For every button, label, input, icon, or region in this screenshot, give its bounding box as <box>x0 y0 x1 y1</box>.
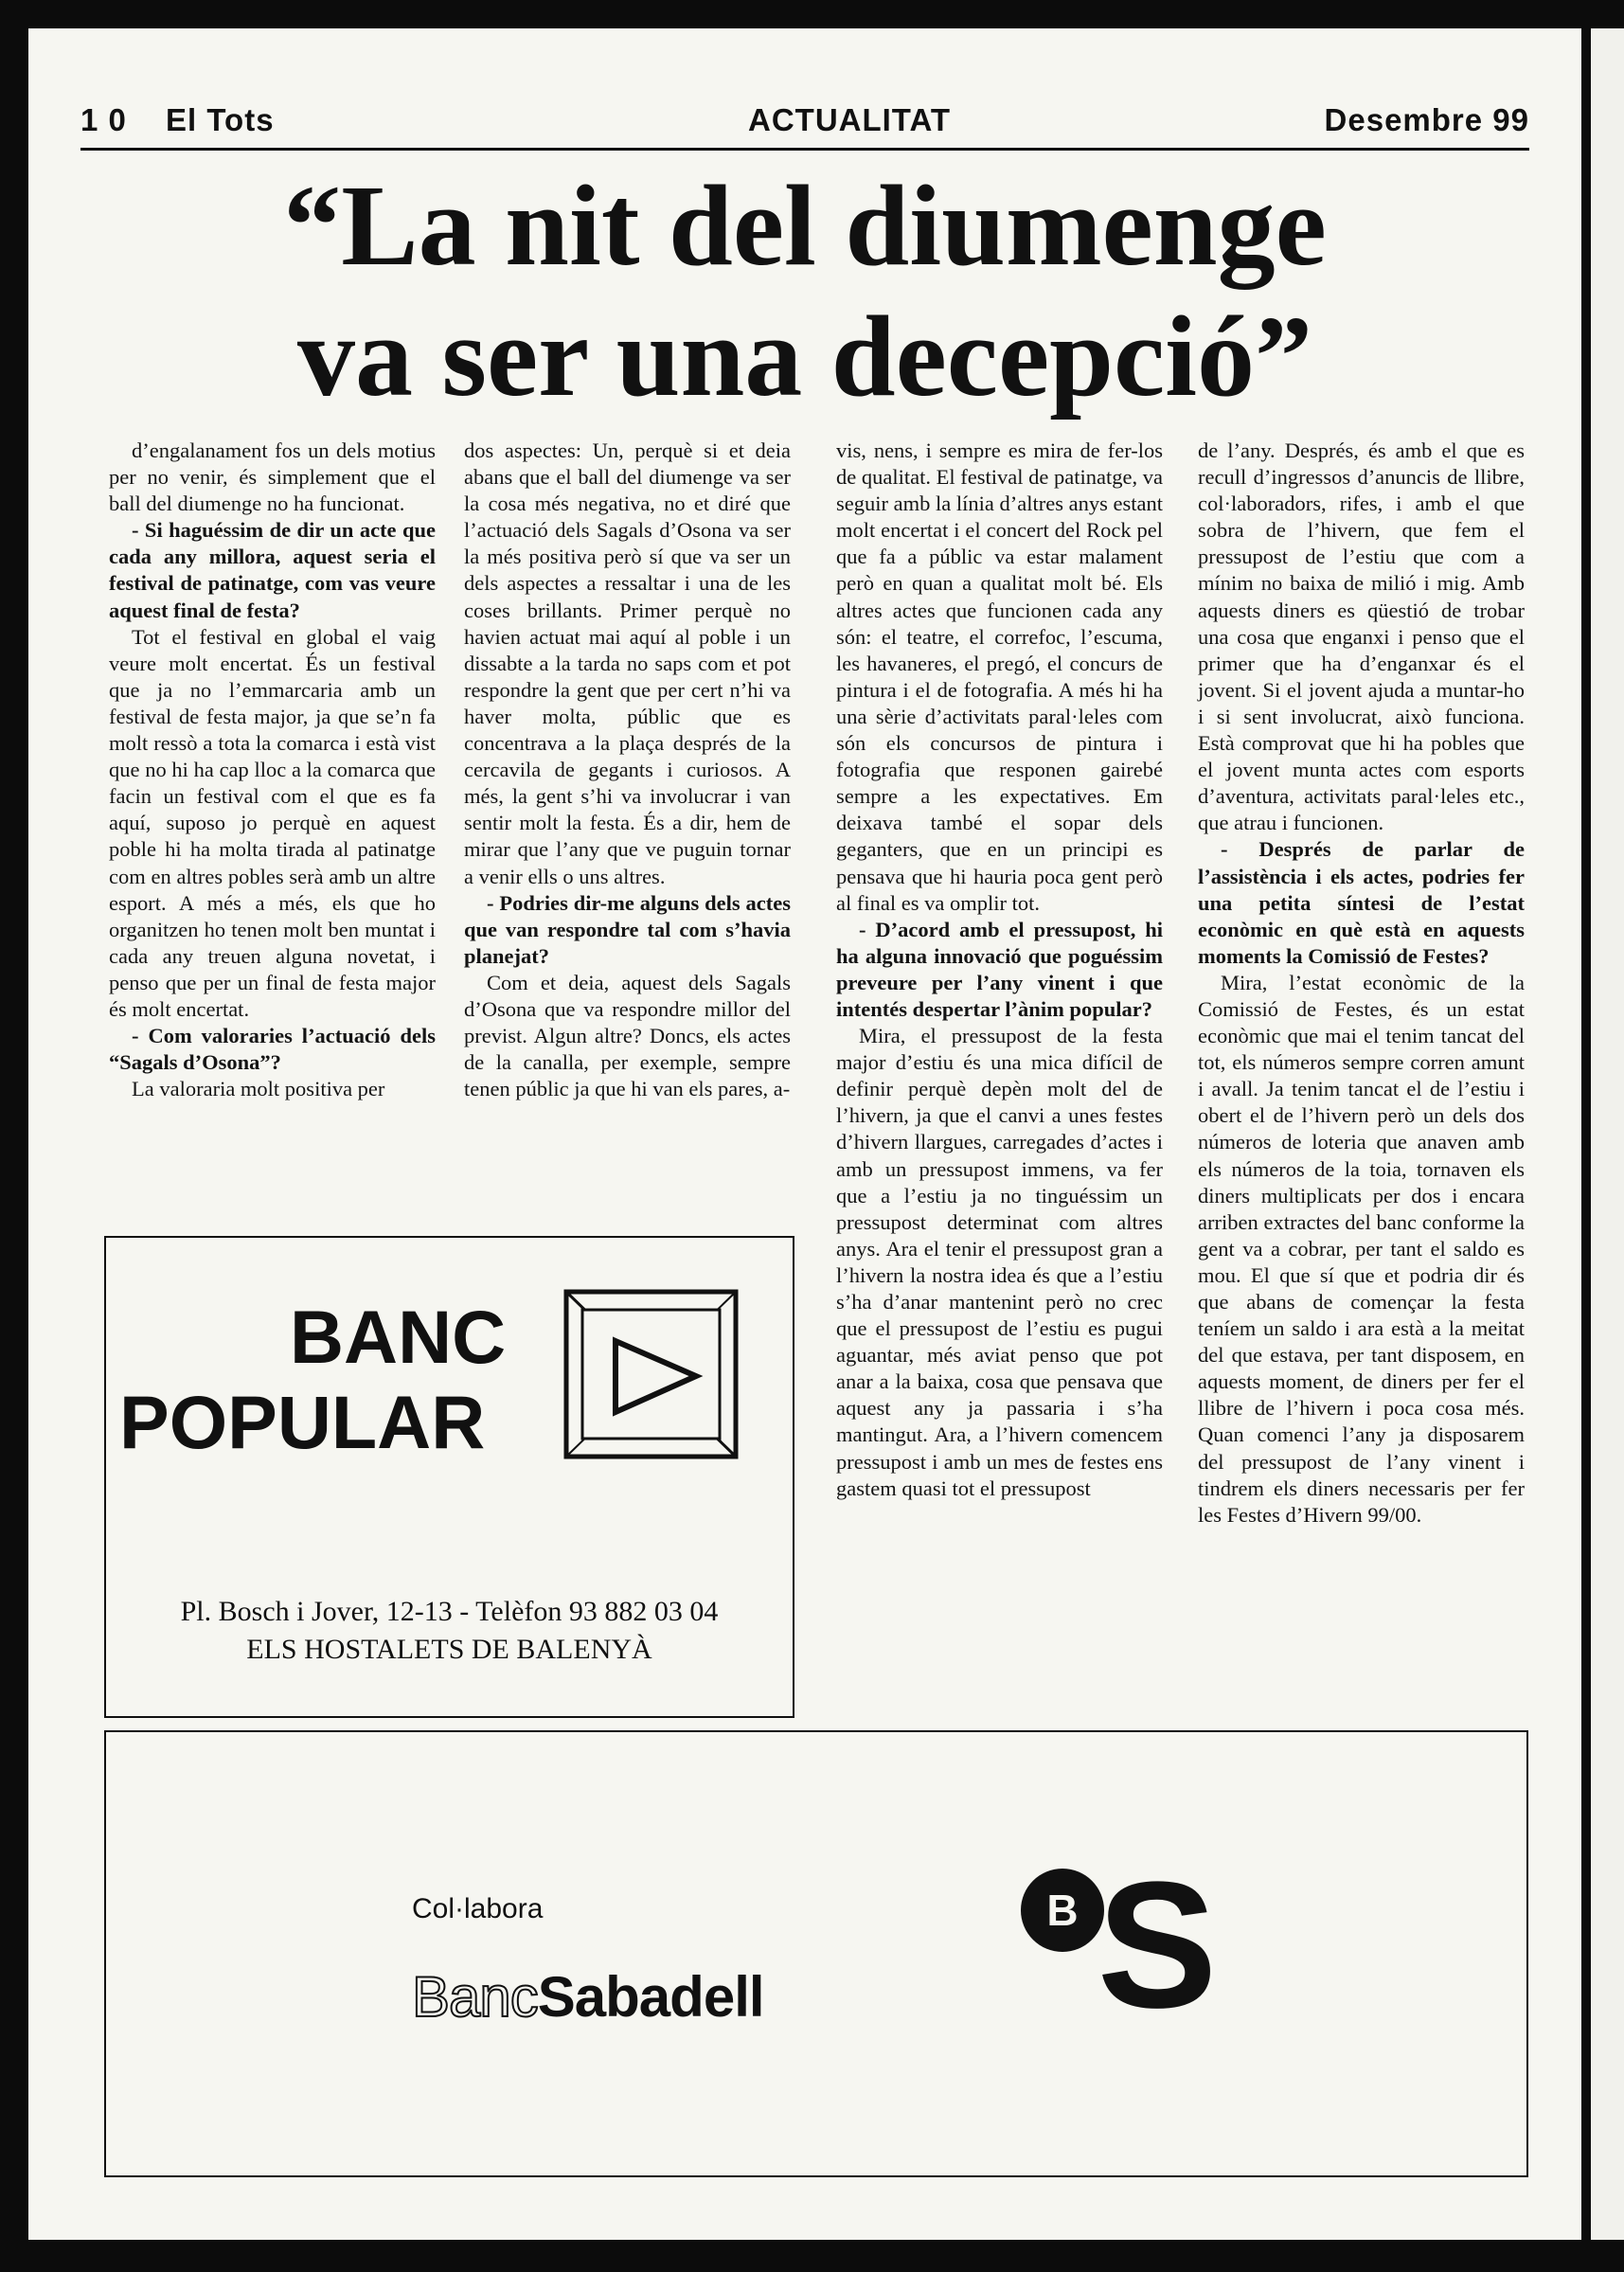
article-paragraph: Mira, l’estat econòmic de la Comissió de Festes, és un estat econòmic que mai el tenim tancat del tot, els números sempre corren amunt i avall. Ja tenim tancat el de l’estiu i obert el de l’hivern però un dels dos números de loteria que anaven amb els números de la toia, tornaven els diners multiplicats per dos i encara arriben extractes del banc conforme la gent va a cobrar, per tant el saldo es mou. El que sí que et podria dir és que abans de començar la festa teníem un saldo i ara està a la meitat del que estava, per tant disposem, en aquests moment, de diners per fer el llibre de l’hivern i poca cosa més. Quan comenci l’any ja disposarem del pressupost de l’any vinent i tindrem els diners necessaris per fer les Festes d’Hivern 99/00. <box>1198 970 1525 1527</box>
banc-sabadell-name-part1: Banc <box>412 1965 538 2029</box>
banc-popular-ad <box>104 1236 794 1718</box>
logo-letter-s: S <box>1097 1865 1218 2016</box>
banc-sabadell-name-part2: Sabadell <box>537 1965 764 2029</box>
next-page-edge <box>1591 28 1624 2240</box>
interview-question: - Com valoraries l’actuació dels “Sagals d’Osona”? <box>109 1024 436 1075</box>
banc-popular-line-2: POPULAR <box>119 1380 486 1464</box>
article-column-1 <box>109 438 436 1102</box>
banc-popular-line-1: BANC <box>290 1295 507 1379</box>
page-header <box>80 102 1529 151</box>
headline-line-1: “La nit del diumenge <box>283 162 1327 290</box>
article-paragraph: La valoraria molt positiva per <box>132 1077 385 1101</box>
interview-question: - Podries dir-me alguns dels actes que van respondre tal com s’havia planejat? <box>464 890 791 968</box>
banc-sabadell-wordmark <box>412 1964 764 2030</box>
banc-popular-address: Pl. Bosch i Jover, 12-13 - Telèfon 93 882 03 04 <box>180 1596 719 1627</box>
interview-question: - Després de parlar de l’assistència i els actes, podries fer una petita síntesi de l’estat econòmic en què està en aquests moments la Comissió de Festes? <box>1198 837 1525 968</box>
magazine-name: El Tots <box>166 102 275 137</box>
article-paragraph: Com et deia, aquest dels Sagals d’Osona que va respondre millor del previst. Algun altre? Doncs, els actes de la canalla, per exemple, sempre tenen públic ja que hi van els pares, a- <box>464 970 791 1101</box>
issue-date: Desembre 99 <box>1324 102 1529 137</box>
article-paragraph: dos aspectes: Un, perquè si et deia abans que el ball del diumenge va ser la cosa més negativa, no et diré que l’actuació dels Sagals d’Osona va ser la més positiva però sí que va ser un dels aspectes a ressaltar i una de les coses brillants. Primer perquè no havien actuat mai aquí al poble i un dissabte a la tarda no saps com et pot respondre la gent que per cert n’hi va haver molta, públic que es concentrava a la plaça després de la cercavila de gegants i curiosos. A més, la gent s’hi va involucrar i van sentir molt la festa. És a dir, hem de mirar que l’any que ve puguin tornar a venir ells o uns altres. <box>464 438 791 888</box>
article-column-4 <box>1198 438 1525 1529</box>
section-name: ACTUALITAT <box>748 102 952 137</box>
article-column-3 <box>836 438 1163 1502</box>
article-column-2 <box>464 438 791 1102</box>
logo-letter-b: B <box>1046 1886 1079 1935</box>
interview-question: - Si haguéssim de dir un acte que cada any millora, aquest seria el festival de patinatge, com vas veure aquest final de festa? <box>109 518 436 622</box>
article-paragraph: Mira, el pressupost de la festa major d’estiu és una mica difícil de definir perquè depèn molt del de l’hivern, ja que el canvi a unes festes d’hivern llargues, carregades d’actes i amb un pressupost immens, va fer que a l’estiu ja no tinguéssim un pressupost determinat com altres anys. Ara el tenir el pressupost gran a l’hivern la nostra idea és que a l’estiu s’ha d’anar mantenint però no crec que el pressupost de l’estiu es pugui aguantar, més aviat penso que pot anar a la baixa, cosa que pensava que aquest any ja passaria i s’ha mantingut. Ara, a l’hivern comencem pressupost i amb un mes de festes ens gastem quasi tot el pressupost <box>836 1024 1163 1500</box>
interview-question: - D’acord amb el pressupost, hi ha alguna innovació que poguéssim preveure per l’any vinent i que intentés despertar l’ànim popular? <box>836 917 1163 1021</box>
article-headline <box>80 161 1529 422</box>
banc-popular-town: ELS HOSTALETS DE BALENYÀ <box>246 1634 652 1665</box>
article-paragraph: vis, nens, i sempre es mira de fer-los de qualitat. El festival de patinatge, va seguir amb la línia d’altres anys estant molt encertat i el concert del Rock pel que fa a públic va estar malament però en quan a qualitat molt bé. Els altres actes que funcionen cada any són: el teatre, el correfoc, l’escuma, les havaneres, el pregó, el concurs de pintura i el de fotografia. A més hi ha una sèrie d’activitats paral·leles com són els concursos de pintura i fotografia que responen gairebé sempre a les expectatives. Em deixava també el sopar dels geganters, que en un principi es pensava que hi hauria poca gent però al final es va omplir tot. <box>836 438 1163 915</box>
article-paragraph: de l’any. Després, és amb el que es recull d’ingressos d’anuncis de llibre, col·laboradors, rifes, i amb el que sobra de l’hivern, que fem el pressupost de l’estiu que com a mínim no baixa de milió i mig. Amb aquests diners es qüestió de trobar una cosa que enganxi i penso que el primer que ha d’enganxar és el jovent. Si el jovent ajuda a muntar-ho i si sent involucrat, això funciona. Està comprovat que hi ha pobles que el jovent munta actes com esports d’aventura, activitats paral·leles etc., que atrau i funcionen. <box>1198 438 1525 835</box>
banc-popular-address-block <box>106 1593 793 1669</box>
collabora-label: Col·labora <box>412 1893 544 1924</box>
banc-sabadell-logo-icon <box>1015 1865 1242 2016</box>
article-paragraph: Tot el festival en global el vaig veure molt encertat. És un festival que ja no l’emmarcaria amb un festival de festa major, ja que se’n fa molt ressò a tota la comarca i està vist que no hi ha cap lloc a la comarca que facin un festival com el que es fa aquí, suposo jo perquè en aquest poble hi ha molta tirada al patinatge com en altres pobles serà amb un altre esport. A més a més, els que ho organitzen ho tenen molt ben muntat i cada any treuen alguna novetat, i penso que per un final de festa major és molt encertat. <box>109 624 436 1021</box>
headline-line-2: va ser una decepció” <box>297 293 1312 420</box>
banc-popular-logo-icon <box>563 1289 739 1459</box>
article-paragraph: d’engalanament fos un dels motius per no venir, és simplement que el ball del diumenge no ha funcionat. <box>109 438 436 516</box>
page-number: 1 0 <box>80 102 127 137</box>
banc-sabadell-ad <box>104 1730 1528 2177</box>
